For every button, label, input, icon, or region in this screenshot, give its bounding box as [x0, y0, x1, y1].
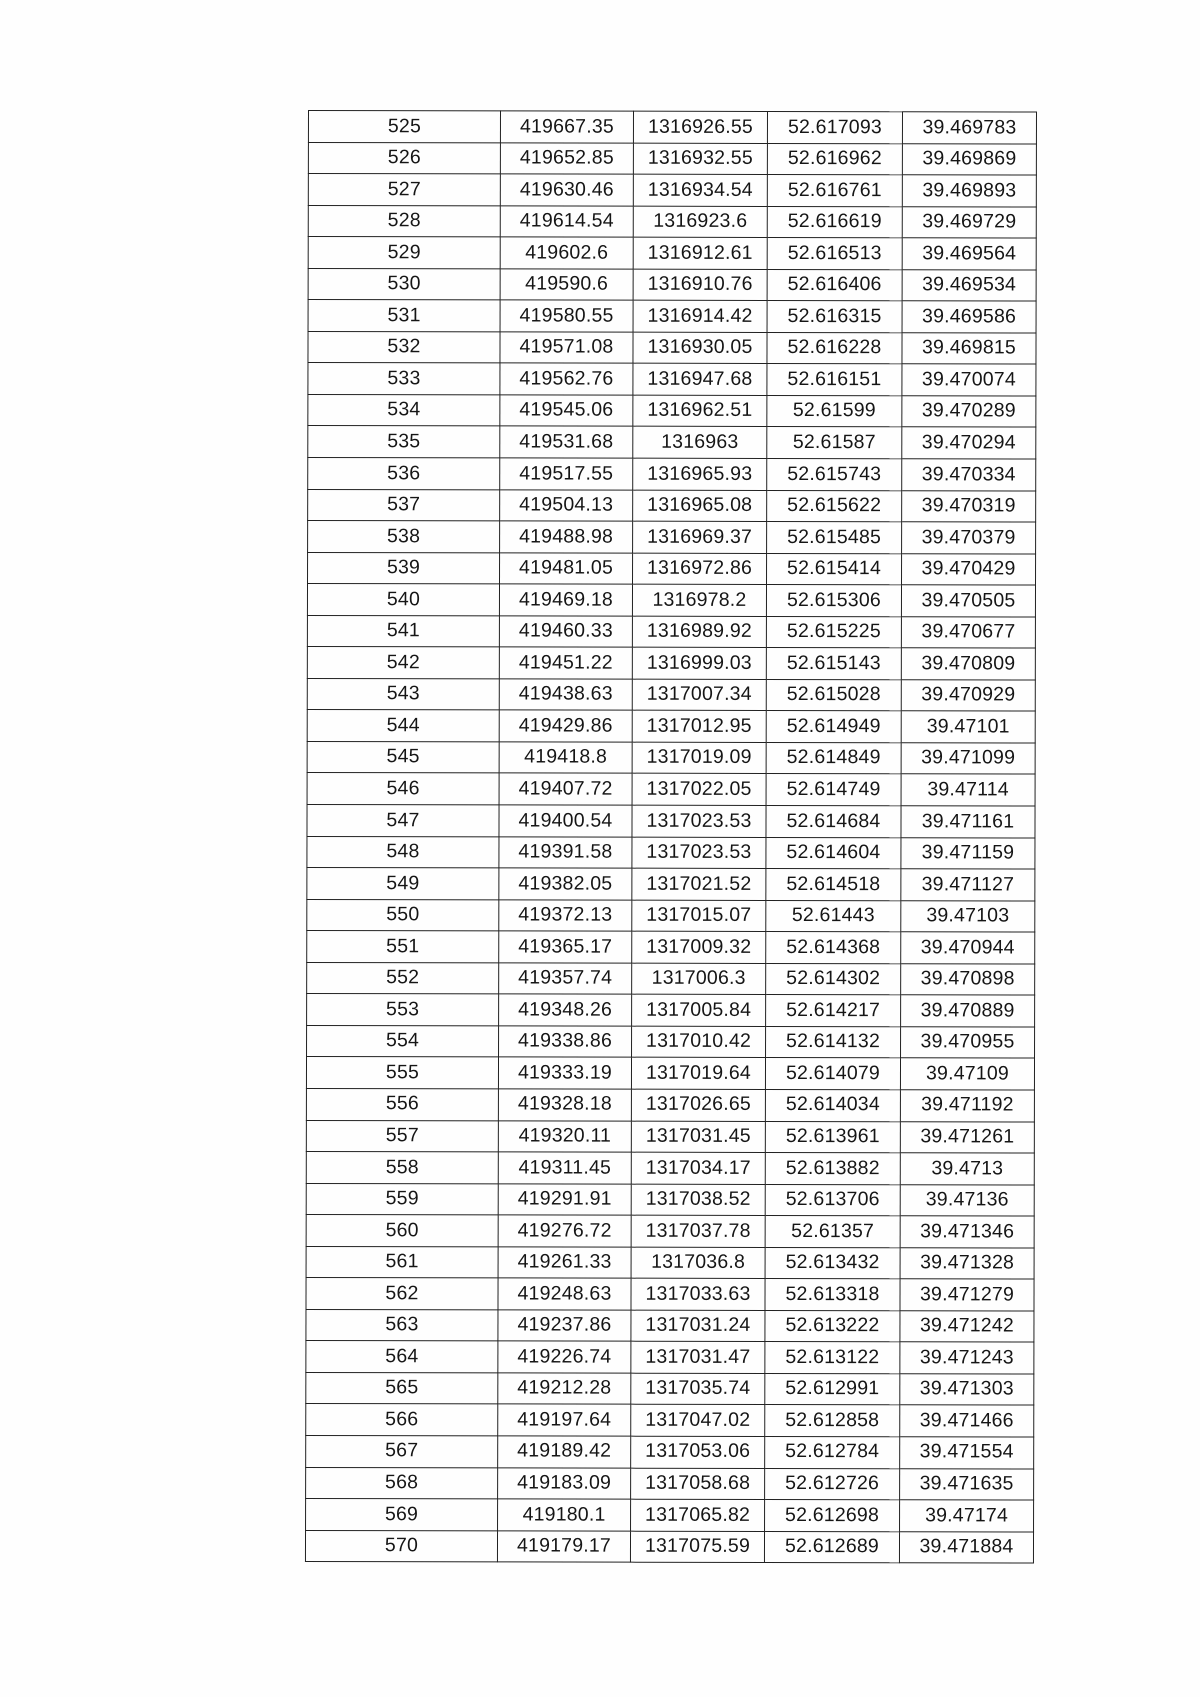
y-coordinate-cell: 1317023.53	[632, 805, 766, 837]
x-coordinate-cell: 419226.74	[498, 1341, 631, 1373]
longitude-cell: 39.470334	[902, 459, 1036, 491]
y-coordinate-cell: 1317026.65	[631, 1089, 765, 1121]
table-row	[307, 868, 1035, 901]
longitude-cell: 39.470074	[902, 364, 1036, 396]
latitude-cell: 52.612726	[765, 1468, 900, 1500]
point-number-cell: 552	[307, 962, 499, 994]
y-coordinate-cell: 1316910.76	[633, 269, 767, 301]
point-number-cell: 562	[306, 1278, 498, 1310]
point-number-cell: 557	[306, 1120, 498, 1152]
point-number-cell: 530	[308, 268, 500, 300]
x-coordinate-cell: 419504.13	[500, 489, 633, 521]
y-coordinate-cell: 1317012.95	[632, 711, 766, 743]
x-coordinate-cell: 419488.98	[500, 521, 633, 553]
longitude-cell: 39.471466	[900, 1405, 1034, 1437]
x-coordinate-cell: 419545.06	[500, 395, 633, 427]
table-row	[308, 521, 1036, 554]
table-row	[306, 1435, 1034, 1468]
longitude-cell: 39.470677	[901, 616, 1035, 648]
point-number-cell: 566	[306, 1404, 498, 1436]
longitude-cell: 39.470898	[901, 964, 1035, 996]
y-coordinate-cell: 1317005.84	[632, 994, 766, 1026]
latitude-cell: 52.616406	[767, 269, 902, 301]
x-coordinate-cell: 419667.35	[500, 111, 633, 143]
y-coordinate-cell: 1317036.8	[631, 1247, 765, 1279]
longitude-cell: 39.47109	[900, 1058, 1034, 1090]
table-row	[307, 584, 1035, 617]
point-number-cell: 544	[307, 710, 499, 742]
x-coordinate-cell: 419320.11	[498, 1120, 631, 1152]
y-coordinate-cell: 1317023.53	[632, 837, 766, 869]
y-coordinate-cell: 1316972.86	[633, 553, 767, 585]
longitude-cell: 39.471279	[900, 1279, 1034, 1311]
table-row	[307, 741, 1035, 774]
y-coordinate-cell: 1317021.52	[632, 868, 766, 900]
x-coordinate-cell: 419248.63	[498, 1278, 631, 1310]
table-row	[306, 1467, 1034, 1500]
x-coordinate-cell: 419212.28	[498, 1373, 631, 1405]
longitude-cell: 39.471242	[900, 1311, 1034, 1343]
point-number-cell: 550	[307, 899, 499, 931]
y-coordinate-cell: 1317033.63	[631, 1278, 765, 1310]
point-number-cell: 555	[306, 1057, 498, 1089]
x-coordinate-cell: 419590.6	[500, 269, 633, 301]
y-coordinate-cell: 1317058.68	[631, 1468, 765, 1500]
latitude-cell: 52.616619	[767, 206, 902, 238]
point-number-cell: 560	[306, 1215, 498, 1247]
y-coordinate-cell: 1317038.52	[631, 1184, 765, 1216]
latitude-cell: 52.614079	[765, 1058, 900, 1090]
longitude-cell: 39.469564	[902, 238, 1036, 270]
latitude-cell: 52.613706	[765, 1184, 900, 1216]
longitude-cell: 39.47101	[901, 711, 1035, 743]
latitude-cell: 52.614368	[766, 932, 901, 964]
point-number-cell: 529	[308, 237, 500, 269]
table-row	[308, 394, 1036, 427]
point-number-cell: 570	[305, 1530, 497, 1562]
y-coordinate-cell: 1317047.02	[631, 1405, 765, 1437]
longitude-cell: 39.471161	[901, 806, 1035, 838]
coordinates-table	[305, 110, 1037, 1564]
table-row	[308, 237, 1036, 270]
table-row	[308, 268, 1036, 301]
latitude-cell: 52.61587	[767, 427, 902, 459]
table-row	[308, 331, 1036, 364]
x-coordinate-cell: 419261.33	[498, 1247, 631, 1279]
table-row	[306, 1088, 1034, 1121]
y-coordinate-cell: 1316947.68	[633, 364, 767, 396]
y-coordinate-cell: 1316969.37	[633, 521, 767, 553]
y-coordinate-cell: 1316930.05	[633, 332, 767, 364]
latitude-cell: 52.613222	[765, 1310, 900, 1342]
latitude-cell: 52.616513	[767, 238, 902, 270]
y-coordinate-cell: 1317010.42	[632, 1026, 766, 1058]
latitude-cell: 52.615143	[766, 648, 901, 680]
latitude-cell: 52.615028	[766, 679, 901, 711]
y-coordinate-cell: 1316978.2	[632, 584, 766, 616]
longitude-cell: 39.471635	[900, 1468, 1034, 1500]
latitude-cell: 52.616315	[767, 301, 902, 333]
point-number-cell: 528	[308, 205, 500, 237]
x-coordinate-cell: 419438.63	[499, 679, 632, 711]
table-row	[308, 552, 1036, 585]
y-coordinate-cell: 1317037.78	[631, 1215, 765, 1247]
y-coordinate-cell: 1317031.45	[631, 1121, 765, 1153]
point-number-cell: 537	[308, 489, 500, 521]
point-number-cell: 525	[308, 111, 500, 143]
point-number-cell: 542	[307, 647, 499, 679]
latitude-cell: 52.614684	[766, 805, 901, 837]
longitude-cell: 39.470379	[902, 522, 1036, 554]
latitude-cell: 52.615622	[767, 490, 902, 522]
y-coordinate-cell: 1317065.82	[631, 1499, 765, 1531]
longitude-cell: 39.469893	[902, 175, 1036, 207]
table-row	[308, 458, 1036, 491]
latitude-cell: 52.612991	[765, 1373, 900, 1405]
x-coordinate-cell: 419179.17	[497, 1531, 630, 1563]
latitude-cell: 52.617093	[767, 111, 902, 143]
latitude-cell: 52.614518	[766, 869, 901, 901]
point-number-cell: 527	[308, 174, 500, 206]
y-coordinate-cell: 1316962.51	[633, 395, 767, 427]
y-coordinate-cell: 1317009.32	[632, 931, 766, 963]
point-number-cell: 548	[307, 836, 499, 868]
point-number-cell: 532	[308, 331, 500, 363]
point-number-cell: 546	[307, 773, 499, 805]
longitude-cell: 39.469815	[902, 333, 1036, 365]
latitude-cell: 52.615225	[766, 616, 901, 648]
x-coordinate-cell: 419630.46	[500, 174, 633, 206]
x-coordinate-cell: 419562.76	[500, 363, 633, 395]
x-coordinate-cell: 419580.55	[500, 300, 633, 332]
y-coordinate-cell: 1316965.93	[633, 458, 767, 490]
longitude-cell: 39.469586	[902, 301, 1036, 333]
longitude-cell: 39.471554	[900, 1437, 1034, 1469]
latitude-cell: 52.614949	[766, 711, 901, 743]
table-row	[306, 1404, 1034, 1437]
x-coordinate-cell: 419517.55	[500, 458, 633, 490]
table-row	[307, 773, 1035, 806]
y-coordinate-cell: 1317035.74	[631, 1373, 765, 1405]
x-coordinate-cell: 419481.05	[500, 553, 633, 585]
table-row	[308, 489, 1036, 522]
point-number-cell: 538	[308, 521, 500, 553]
x-coordinate-cell: 419382.05	[499, 868, 632, 900]
table-row	[308, 363, 1036, 396]
longitude-cell: 39.471099	[901, 743, 1035, 775]
point-number-cell: 536	[308, 458, 500, 490]
table-row	[306, 1215, 1034, 1248]
x-coordinate-cell: 419348.26	[499, 994, 632, 1026]
table-row	[307, 710, 1035, 743]
y-coordinate-cell: 1317053.06	[631, 1436, 765, 1468]
table-row	[306, 1341, 1034, 1374]
x-coordinate-cell: 419365.17	[499, 931, 632, 963]
latitude-cell: 52.613122	[765, 1342, 900, 1374]
point-number-cell: 563	[306, 1309, 498, 1341]
x-coordinate-cell: 419183.09	[498, 1467, 631, 1499]
x-coordinate-cell: 419237.86	[498, 1310, 631, 1342]
x-coordinate-cell: 419291.91	[498, 1183, 631, 1215]
table-row	[307, 931, 1035, 964]
latitude-cell: 52.614132	[766, 1026, 901, 1058]
longitude-cell: 39.471346	[900, 1216, 1034, 1248]
longitude-cell: 39.470294	[902, 427, 1036, 459]
point-number-cell: 541	[307, 615, 499, 647]
table-row	[308, 111, 1036, 144]
latitude-cell: 52.613318	[765, 1279, 900, 1311]
y-coordinate-cell: 1317031.24	[631, 1310, 765, 1342]
latitude-cell: 52.615414	[767, 553, 902, 585]
point-number-cell: 556	[306, 1088, 498, 1120]
longitude-cell: 39.470289	[902, 396, 1036, 428]
point-number-cell: 535	[308, 426, 500, 458]
longitude-cell: 39.470429	[902, 553, 1036, 585]
y-coordinate-cell: 1316932.55	[633, 143, 767, 175]
longitude-cell: 39.470889	[901, 995, 1035, 1027]
latitude-cell: 52.612698	[765, 1500, 900, 1532]
table-row	[306, 1120, 1034, 1153]
latitude-cell: 52.614849	[766, 742, 901, 774]
point-number-cell: 567	[306, 1435, 498, 1467]
table-row	[306, 1499, 1034, 1532]
longitude-cell: 39.470929	[901, 680, 1035, 712]
latitude-cell: 52.612858	[765, 1405, 900, 1437]
y-coordinate-cell: 1317075.59	[630, 1531, 764, 1563]
point-number-cell: 526	[308, 142, 500, 174]
x-coordinate-cell: 419602.6	[500, 237, 633, 269]
longitude-cell: 39.471159	[901, 837, 1035, 869]
latitude-cell: 52.61443	[766, 900, 901, 932]
coordinates-table-body	[305, 111, 1036, 1564]
y-coordinate-cell: 1317022.05	[632, 774, 766, 806]
longitude-cell: 39.469783	[902, 112, 1036, 144]
table-row	[306, 1309, 1034, 1342]
point-number-cell: 561	[306, 1246, 498, 1278]
latitude-cell: 52.616962	[767, 143, 902, 175]
point-number-cell: 540	[307, 584, 499, 616]
longitude-cell: 39.470944	[901, 932, 1035, 964]
table-row	[308, 205, 1036, 238]
longitude-cell: 39.471192	[900, 1090, 1034, 1122]
x-coordinate-cell: 419372.13	[499, 900, 632, 932]
longitude-cell: 39.470319	[902, 490, 1036, 522]
longitude-cell: 39.47174	[900, 1500, 1034, 1532]
table-row	[306, 1183, 1034, 1216]
y-coordinate-cell: 1316914.42	[633, 300, 767, 332]
table-row	[307, 994, 1035, 1027]
table-row	[306, 1246, 1034, 1279]
x-coordinate-cell: 419469.18	[499, 584, 632, 616]
y-coordinate-cell: 1317034.17	[631, 1152, 765, 1184]
point-number-cell: 549	[307, 868, 499, 900]
latitude-cell: 52.612784	[765, 1436, 900, 1468]
x-coordinate-cell: 419276.72	[498, 1215, 631, 1247]
longitude-cell: 39.470809	[901, 648, 1035, 680]
point-number-cell: 564	[306, 1341, 498, 1373]
longitude-cell: 39.471884	[899, 1531, 1033, 1563]
latitude-cell: 52.613961	[765, 1121, 900, 1153]
latitude-cell: 52.615743	[767, 458, 902, 490]
x-coordinate-cell: 419357.74	[499, 963, 632, 995]
point-number-cell: 559	[306, 1183, 498, 1215]
point-number-cell: 551	[307, 931, 499, 963]
longitude-cell: 39.471328	[900, 1247, 1034, 1279]
table-row	[307, 678, 1035, 711]
y-coordinate-cell: 1317019.09	[632, 742, 766, 774]
point-number-cell: 547	[307, 805, 499, 837]
longitude-cell: 39.470955	[901, 1027, 1035, 1059]
x-coordinate-cell: 419328.18	[498, 1089, 631, 1121]
point-number-cell: 554	[307, 1025, 499, 1057]
x-coordinate-cell: 419460.33	[499, 616, 632, 648]
table-row	[307, 962, 1035, 995]
table-row	[308, 426, 1036, 459]
latitude-cell: 52.614604	[766, 837, 901, 869]
table-row	[306, 1372, 1034, 1405]
x-coordinate-cell: 419391.58	[499, 836, 632, 868]
table-row	[308, 300, 1036, 333]
x-coordinate-cell: 419333.19	[498, 1057, 631, 1089]
latitude-cell: 52.61357	[765, 1216, 900, 1248]
latitude-cell: 52.614034	[765, 1089, 900, 1121]
latitude-cell: 52.614749	[766, 774, 901, 806]
longitude-cell: 39.471303	[900, 1374, 1034, 1406]
longitude-cell: 39.469534	[902, 269, 1036, 301]
y-coordinate-cell: 1317007.34	[632, 679, 766, 711]
longitude-cell: 39.471261	[900, 1121, 1034, 1153]
x-coordinate-cell: 419531.68	[500, 426, 633, 458]
x-coordinate-cell: 419189.42	[498, 1436, 631, 1468]
x-coordinate-cell: 419451.22	[499, 647, 632, 679]
x-coordinate-cell: 419197.64	[498, 1404, 631, 1436]
x-coordinate-cell: 419418.8	[499, 742, 632, 774]
table-row	[307, 899, 1035, 932]
point-number-cell: 543	[307, 678, 499, 710]
x-coordinate-cell: 419311.45	[498, 1152, 631, 1184]
longitude-cell: 39.471127	[901, 869, 1035, 901]
latitude-cell: 52.615485	[767, 522, 902, 554]
latitude-cell: 52.614217	[766, 995, 901, 1027]
longitude-cell: 39.471243	[900, 1342, 1034, 1374]
x-coordinate-cell: 419400.54	[499, 805, 632, 837]
table-row	[306, 1057, 1034, 1090]
y-coordinate-cell: 1316999.03	[632, 647, 766, 679]
point-number-cell: 565	[306, 1372, 498, 1404]
point-number-cell: 531	[308, 300, 500, 332]
y-coordinate-cell: 1316963	[633, 427, 767, 459]
x-coordinate-cell: 419338.86	[499, 1026, 632, 1058]
table-row	[307, 647, 1035, 680]
latitude-cell: 52.612689	[764, 1531, 899, 1563]
table-row	[307, 1025, 1035, 1058]
y-coordinate-cell: 1317006.3	[632, 963, 766, 995]
y-coordinate-cell: 1316926.55	[633, 111, 767, 143]
y-coordinate-cell: 1317031.47	[631, 1342, 765, 1374]
x-coordinate-cell: 419407.72	[499, 773, 632, 805]
point-number-cell: 545	[307, 741, 499, 773]
y-coordinate-cell: 1316934.54	[633, 174, 767, 206]
table-row	[307, 615, 1035, 648]
point-number-cell: 539	[308, 552, 500, 584]
table-row	[306, 1278, 1034, 1311]
longitude-cell: 39.469869	[902, 143, 1036, 175]
x-coordinate-cell: 419429.86	[499, 710, 632, 742]
latitude-cell: 52.616151	[767, 364, 902, 396]
y-coordinate-cell: 1316923.6	[633, 206, 767, 238]
y-coordinate-cell: 1317019.64	[631, 1058, 765, 1090]
latitude-cell: 52.616761	[767, 175, 902, 207]
latitude-cell: 52.615306	[766, 585, 901, 617]
latitude-cell: 52.613432	[765, 1247, 900, 1279]
longitude-cell: 39.469729	[902, 206, 1036, 238]
longitude-cell: 39.470505	[901, 585, 1035, 617]
y-coordinate-cell: 1316965.08	[633, 490, 767, 522]
longitude-cell: 39.47114	[901, 774, 1035, 806]
table-row	[308, 174, 1036, 207]
latitude-cell: 52.614302	[766, 963, 901, 995]
point-number-cell: 553	[307, 994, 499, 1026]
longitude-cell: 39.47136	[900, 1184, 1034, 1216]
point-number-cell: 568	[306, 1467, 498, 1499]
longitude-cell: 39.47103	[901, 900, 1035, 932]
table-row	[305, 1530, 1033, 1563]
table-row	[306, 1152, 1034, 1185]
x-coordinate-cell: 419652.85	[500, 142, 633, 174]
y-coordinate-cell: 1317015.07	[632, 900, 766, 932]
y-coordinate-cell: 1316989.92	[632, 616, 766, 648]
x-coordinate-cell: 419614.54	[500, 206, 633, 238]
table-row	[307, 836, 1035, 869]
point-number-cell: 533	[308, 363, 500, 395]
table-row	[307, 805, 1035, 838]
x-coordinate-cell: 419571.08	[500, 332, 633, 364]
x-coordinate-cell: 419180.1	[498, 1499, 631, 1531]
latitude-cell: 52.61599	[767, 395, 902, 427]
y-coordinate-cell: 1316912.61	[633, 237, 767, 269]
latitude-cell: 52.613882	[765, 1153, 900, 1185]
table-row	[308, 142, 1036, 175]
longitude-cell: 39.4713	[900, 1153, 1034, 1185]
point-number-cell: 558	[306, 1152, 498, 1184]
point-number-cell: 534	[308, 394, 500, 426]
latitude-cell: 52.616228	[767, 332, 902, 364]
point-number-cell: 569	[306, 1499, 498, 1531]
